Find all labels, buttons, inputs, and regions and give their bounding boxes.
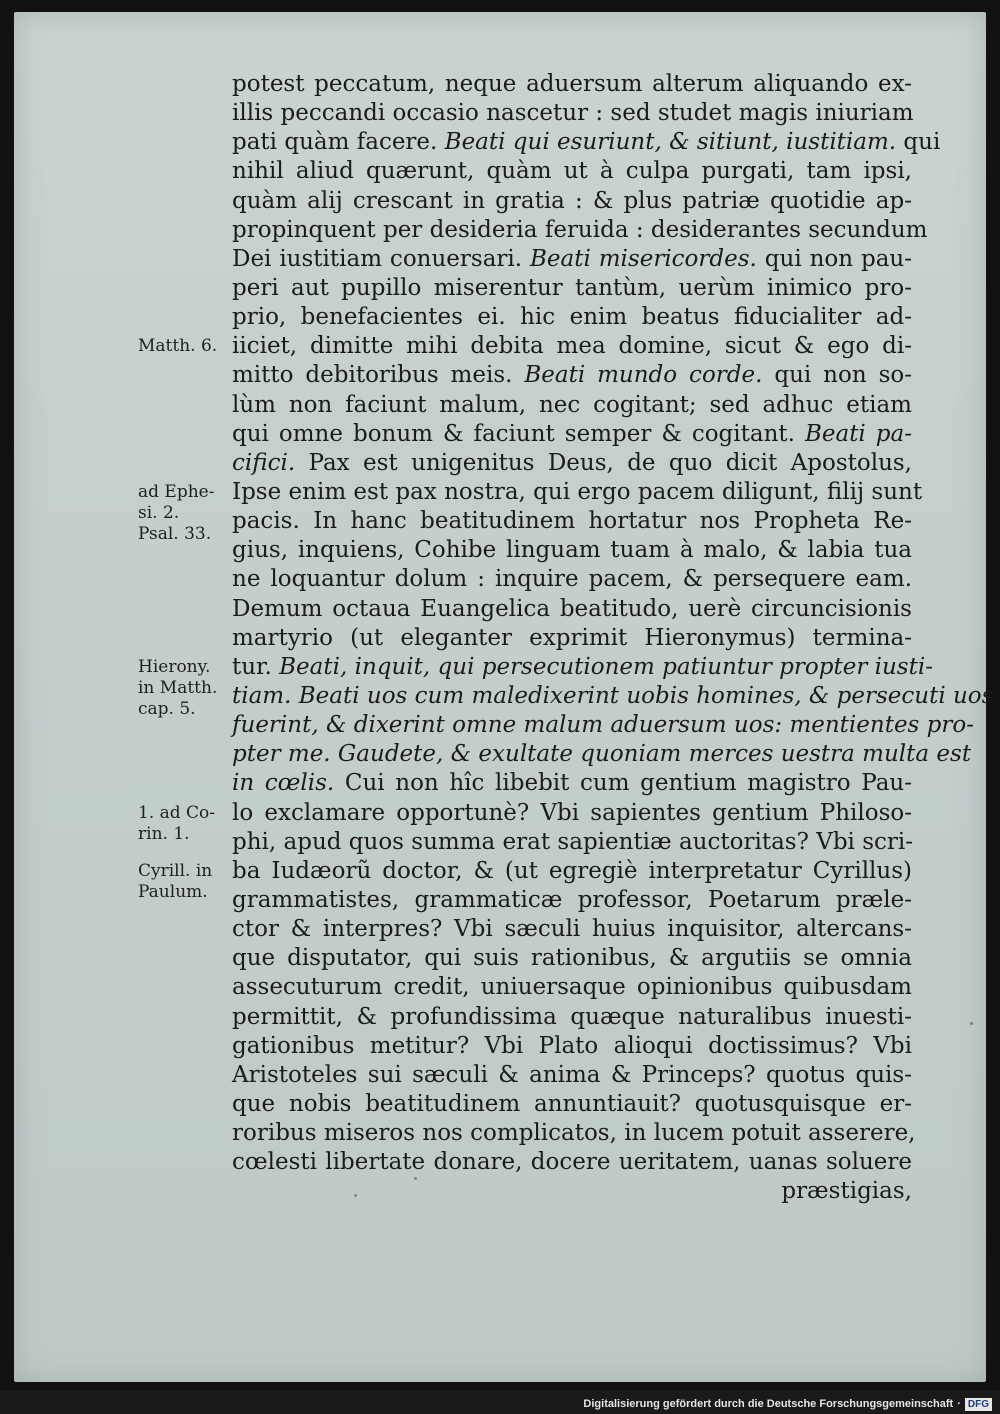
text-segment: qui non pau-: [756, 245, 912, 272]
margin-note: [138, 657, 238, 720]
italic-quote: in cœlis.: [232, 770, 335, 797]
margin-note: [138, 803, 238, 845]
text-line: nihil aliud quærunt, quàm ut à culpa purgati, tam ipsi,: [232, 158, 912, 185]
text-line: que disputator, qui suis rationibus, & argutiis se omnia: [232, 945, 912, 972]
text-segment: qui omne bonum & faciunt semper & cogitant.: [232, 420, 805, 447]
text-line: [232, 449, 912, 478]
text-line: pacis. In hanc beatitudinem hortatur nos Propheta Re-: [232, 508, 912, 535]
margin-note-line: in Matth.: [138, 678, 218, 698]
text-line: [232, 653, 933, 682]
text-line: que nobis beatitudinem annuntiauit? quotusquisque er-: [232, 1090, 912, 1117]
text-line: Demum octaua Euangelica beatitudo, uerè circuncisionis: [232, 595, 912, 622]
margin-note: [138, 861, 238, 903]
text-line: lo exclamare opportunè? Vbi sapientes gentium Philoso-: [232, 799, 912, 826]
text-line: [232, 420, 912, 449]
text-line: [232, 128, 941, 157]
footer-separator: ·: [957, 1398, 961, 1410]
text-line: [232, 740, 972, 769]
text-line: lùm non faciunt malum, nec cogitant; sed adhuc etiam: [232, 391, 912, 418]
italic-quote: Beati misericordes.: [530, 245, 757, 272]
text-line: grammatistes, grammaticæ professor, Poetarum præle-: [232, 886, 912, 913]
text-segment: Cui non hîc libebit cum gentium magistro Pau-: [334, 770, 912, 797]
text-line: [232, 682, 994, 711]
text-line: permittit, & profundissima quæque naturalibus inuesti-: [232, 1003, 912, 1030]
book-page: [14, 12, 994, 1382]
italic-quote: Beati, inquit, qui persecutionem patiuntur propter iusti-: [279, 653, 933, 680]
text-line: quàm alij crescant in gratia : & plus patriæ quotidie ap-: [232, 187, 912, 214]
italic-quote: pter me. Gaudete, & exultate quoniam merces uestra multa est: [232, 741, 972, 768]
text-segment: Dei iustitiam conuersari.: [232, 245, 530, 272]
text-line: martyrio (ut eleganter exprimit Hieronymus) termina-: [232, 624, 912, 651]
text-line: peri aut pupillo miserentur tantùm, uerùm inimico pro-: [232, 274, 912, 301]
text-line: iiciet, dimitte mihi debita mea domine, sicut & ego di-: [232, 333, 912, 360]
margin-note-line: si. 2.: [138, 503, 180, 524]
text-line: roribus miseros nos complicatos, in lucem potuit asserere,: [232, 1120, 916, 1147]
text-segment: pati quàm facere.: [232, 129, 445, 156]
text-line: propinquent per desideria feruida : desiderantes secundum: [232, 216, 928, 243]
italic-quote: cifici.: [232, 449, 296, 476]
text-line: gius, inquiens, Cohibe linguam tuam à malo, & labia tua: [232, 537, 912, 564]
catchword: præstigias,: [781, 1178, 912, 1205]
text-segment: Pax est unigenitus Deus, de quo dicit Apostolus,: [295, 449, 912, 476]
footer-text: Digitalisierung gefördert durch die Deutsche Forschungsgemeinschaft: [583, 1398, 954, 1410]
italic-quote: Beati mundo corde.: [524, 362, 763, 389]
margin-note: [138, 336, 238, 357]
text-line: prio, benefacientes ei. hic enim beatus fiducialiter ad-: [232, 304, 912, 331]
paper-speck: [414, 1177, 417, 1180]
margin-note-line: Psal. 33.: [138, 524, 212, 545]
paper-speck: [354, 1194, 357, 1197]
italic-quote: Beati qui esuriunt, & sitiunt, iustitiam.: [444, 129, 897, 156]
margin-note-line: Matth. 6.: [138, 336, 218, 357]
dfg-logo-icon: DFG: [965, 1398, 992, 1411]
margin-note-line: Hierony.: [138, 657, 211, 677]
text-line: Aristoteles sui sæculi & anima & Princeps? quotus quis-: [232, 1061, 912, 1088]
text-segment: tur.: [232, 653, 280, 680]
text-line: Ipse enim est pax nostra, qui ergo pacem diligunt, filij sunt: [232, 478, 923, 505]
text-line: [232, 711, 975, 740]
italic-quote: Beati pa-: [804, 420, 913, 447]
margin-note-line: Paulum.: [138, 882, 208, 903]
margin-note-line: cap. 5.: [138, 699, 196, 719]
text-line: illis peccandi occasio nascetur : sed studet magis iniuriam: [232, 100, 914, 127]
text-line: ne loquantur dolum : inquire pacem, & persequere eam.: [232, 566, 912, 593]
text-line: [232, 245, 912, 274]
margin-note-line: 1. ad Co-: [138, 802, 216, 823]
text-line: gationibus metitur? Vbi Plato alioqui doctissimus? Vbi: [232, 1032, 912, 1059]
text-line: [232, 769, 912, 798]
italic-quote: fuerint, & dixerint omne malum aduersum uos: mentientes pro-: [232, 712, 975, 739]
text-line: ctor & interpres? Vbi sæculi huius inquisitor, altercans-: [232, 916, 912, 943]
text-segment: qui: [896, 129, 941, 156]
text-segment: qui non so-: [762, 362, 913, 389]
text-line: phi, apud quos summa erat sapientiæ auctoritas? Vbi scri-: [232, 828, 914, 855]
margin-note-line: ad Ephe-: [138, 482, 215, 503]
paper-speck: [970, 1022, 973, 1025]
digitization-footer: [583, 1396, 992, 1412]
main-text-block: [232, 70, 994, 1206]
text-line: ba Iudæorũ doctor, & (ut egregiè interpretatur Cyrillus): [232, 857, 912, 884]
text-line: cœlesti libertate donare, docere ueritatem, uanas soluere: [232, 1149, 912, 1176]
margin-note-line: rin. 1.: [138, 823, 190, 844]
margin-note: [138, 482, 238, 545]
text-line: potest peccatum, neque aduersum alterum aliquando ex-: [232, 71, 912, 97]
text-line: assecuturum credit, uniuersaque opinionibus quibusdam: [232, 974, 912, 1001]
margin-note-line: Cyrill. in: [138, 861, 213, 882]
italic-quote: tiam. Beati uos cum maledixerint uobis homines, & persecuti uos: [232, 682, 994, 709]
text-segment: mitto debitoribus meis.: [232, 362, 525, 389]
text-line: [232, 361, 912, 390]
